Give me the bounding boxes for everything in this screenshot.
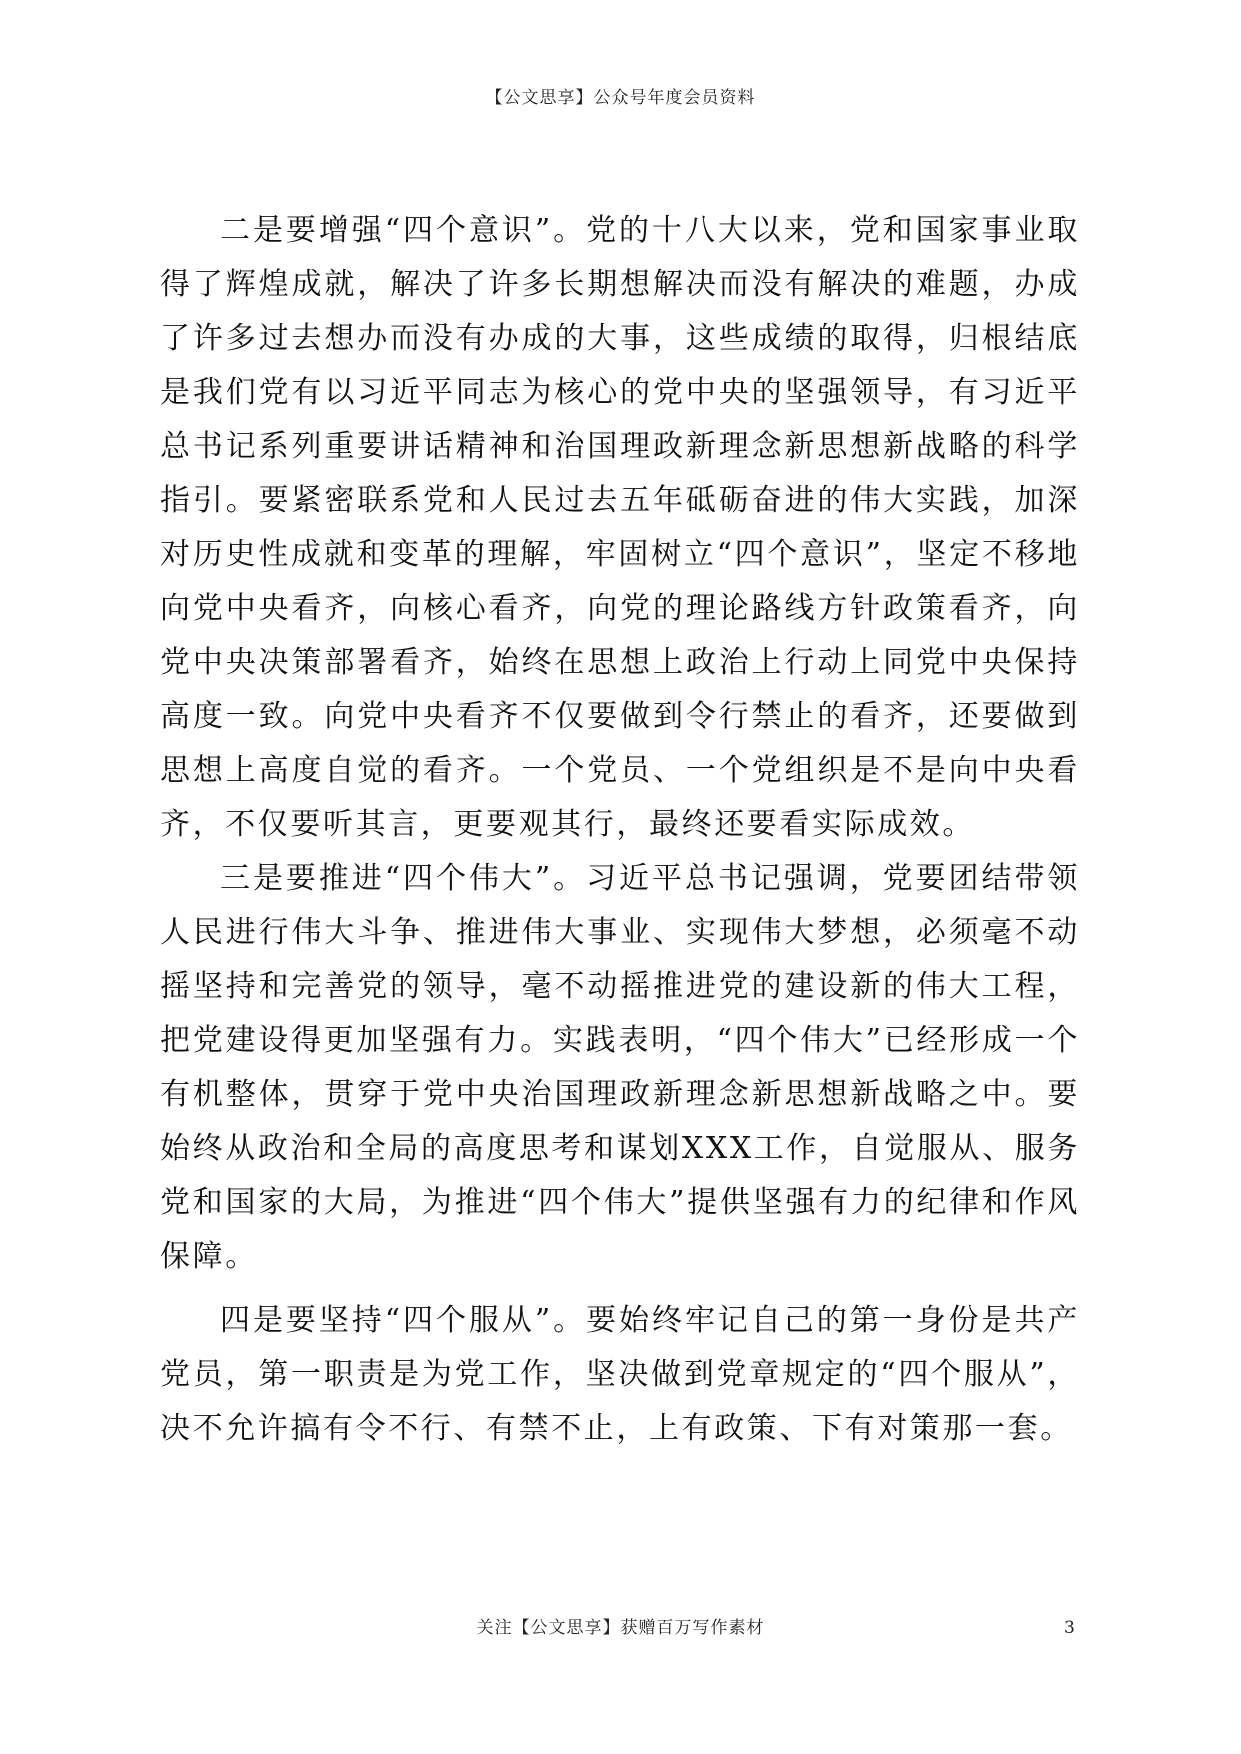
document-body [160, 204, 1080, 1456]
page-header: 【公文思享】公众号年度会员资料 [485, 88, 756, 108]
paragraph-four-obediences: 四是要坚持“四个服从”。要始终牢记自己的第一身份是共产党员，第一职责是为党工作，坚决做到党章规定的“四个服从”，决不允许搞有令不行、有禁不止，上有政策、下有对策那一套。 [160, 1303, 1080, 1446]
page-footer: 关注【公文思享】获赠百万写作素材 [476, 1618, 765, 1638]
paragraph-four-greats: 三是要推进“四个伟大”。习近平总书记强调，党要团结带领人民进行伟大斗争、推进伟大事业、实现伟大梦想，必须毫不动摇坚持和完善党的领导，毫不动摇推进党的建设新的伟大工程，把党建设得更加坚强有力。实践表明，“四个伟大”已经形成一个有机整体，贯穿于党中央治国理政新理念新思想新战略之中。要始终从政治和全局的高度思考和谋划XXX工作，自觉服从、服务党和国家的大局，为推进“四个伟大”提供坚强有力的纪律和作风保障。 [160, 861, 1080, 1274]
page-number: 3 [1064, 1618, 1075, 1638]
paragraph-four-consciousness: 二是要增强“四个意识”。党的十八大以来，党和国家事业取得了辉煌成就，解决了许多长期想解决而没有解决的难题，办成了许多过去想办而没有办成的大事，这些成绩的取得，归根结底是我们党有以习近平同志为核心的党中央的坚强领导，有习近平总书记系列重要讲话精神和治国理政新理念新思想新战略的科学指引。要紧密联系党和人民过去五年砥砺奋进的伟大实践，加深对历史性成就和变革的理解，牢固树立“四个意识”，坚定不移地向党中央看齐，向核心看齐，向党的理论路线方针政策看齐，向党中央决策部署看齐，始终在思想上政治上行动上同党中央保持高度一致。向党中央看齐不仅要做到令行禁止的看齐，还要做到思想上高度自觉的看齐。一个党员、一个党组织是不是向中央看齐，不仅要听其言，更要观其行，最终还要看实际成效。 [160, 213, 1080, 842]
